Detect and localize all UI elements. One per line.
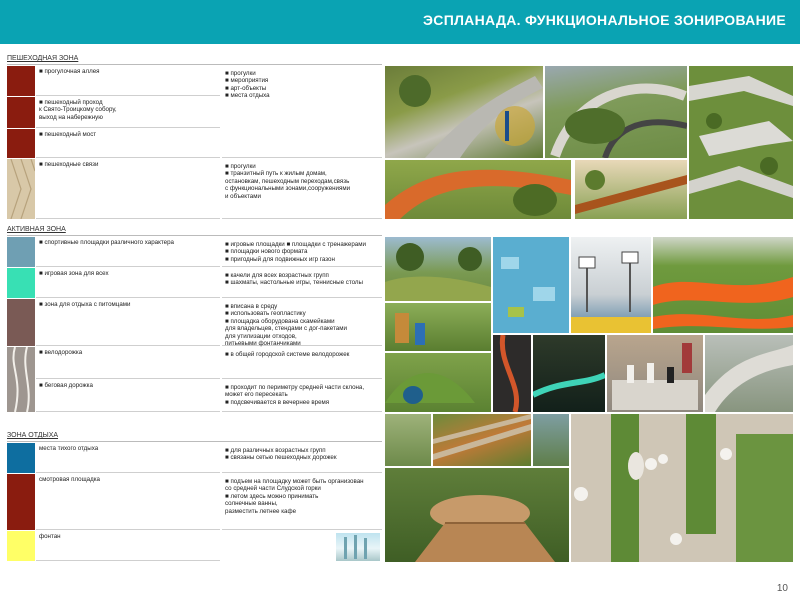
photo-orange-play-hills <box>653 237 793 333</box>
zone-label: ■ пешеходные связи <box>36 159 220 219</box>
divider <box>7 441 382 442</box>
photo-running-track <box>493 335 531 412</box>
track-pattern <box>7 347 35 412</box>
photo-paths-aerial <box>689 66 793 219</box>
section-title-pedestrian: ПЕШЕХОДНАЯ ЗОНА <box>7 55 79 62</box>
photo-promenade <box>385 66 543 158</box>
zone-color-swatch <box>7 347 35 412</box>
tunnel-hill-image <box>385 353 491 412</box>
header-bar <box>0 0 800 44</box>
seating-landscape-image <box>571 414 793 562</box>
zone-label: ■ велодорожка <box>36 347 220 379</box>
photo-quiet-rest-2 <box>533 414 569 466</box>
zone-color-swatch <box>7 97 35 128</box>
park-lawn-image <box>385 237 491 301</box>
photo-viewing-platform <box>385 468 569 562</box>
photo-quiet-rest-1 <box>385 414 431 466</box>
zone-description: ■ прогулки ■ мероприятия ■ арт-объекты ■ места отдыха <box>222 66 382 158</box>
zone-color-swatch <box>7 66 35 96</box>
page-number: 10 <box>776 583 788 594</box>
orange-hills-image <box>653 237 793 333</box>
photo-skate-path <box>705 335 793 412</box>
zone-description: ■ игровые площадки ■ площадки с тренажерами ■ площадки нового формата ■ пригодный для подвижных игр газон <box>222 237 382 267</box>
fountain-image <box>336 533 380 561</box>
hatch-pattern <box>7 159 35 219</box>
promenade-image <box>385 66 543 158</box>
paths-image <box>689 66 793 219</box>
photo-playground-blue <box>493 237 569 333</box>
playground-image <box>493 237 569 333</box>
photo-bridge-aerial <box>545 66 687 158</box>
footbridge-image <box>575 160 687 219</box>
photo-lit-path <box>533 335 605 412</box>
terraces-image <box>433 414 531 466</box>
lit-path-image <box>533 335 605 412</box>
photo-basketball <box>571 237 651 333</box>
bridge-image <box>545 66 687 158</box>
zone-label: смотровая площадка <box>36 474 220 530</box>
zone-color-swatch <box>7 474 35 530</box>
zone-label: фонтан <box>36 531 220 561</box>
photo-giant-chess <box>607 335 703 412</box>
zone-label: ■ спортивные площадки различного характера <box>36 237 220 267</box>
photo-seating-landscape <box>571 414 793 562</box>
skate-path-image <box>705 335 793 412</box>
photo-tunnel-hill <box>385 353 491 412</box>
photo-footbridge <box>575 160 687 219</box>
zone-color-swatch <box>7 237 35 267</box>
divider <box>7 235 382 236</box>
orange-path-image <box>385 160 571 219</box>
fountain-thumbnail <box>336 533 380 561</box>
section-title-active: АКТИВНАЯ ЗОНА <box>7 226 66 233</box>
photo-orange-path <box>385 160 571 219</box>
zone-color-swatch <box>7 299 35 346</box>
zone-description: ■ для различных возрастных групп ■ связаны сетью пешеходных дорожек <box>222 443 382 473</box>
zone-label: ■ пешеходный проход к Свято-Троицкому собору, выход на набережную <box>36 97 220 128</box>
viewing-platform-image <box>385 468 569 562</box>
chess-image <box>607 335 703 412</box>
zone-color-swatch <box>7 159 35 219</box>
zone-color-swatch <box>7 443 35 473</box>
divider <box>7 64 382 65</box>
zone-label: места тихого отдыха <box>36 443 220 473</box>
dog-area-image <box>385 303 491 351</box>
zone-description: ■ вписана в среду ■ использовать геопластику ■ площадка оборудована скамейками для владельцев, стендами с дог-пакетами для утилизации отходов, питьевыми фонтанчиками <box>222 299 382 346</box>
zone-color-swatch <box>7 531 35 561</box>
zone-color-swatch <box>7 129 35 158</box>
zone-label: ■ пешеходный мост <box>36 129 220 158</box>
zone-description: ■ качели для всех возрастных групп ■ шахматы, настольные игры, теннисные столы <box>222 268 382 298</box>
zone-description: ■ проходит по периметру средней части склона, может его пересекать ■ подсвечивается в вечернее время <box>222 380 382 412</box>
zone-description: ■ подъем на площадку может быть организован со средней части Слудской горки ■ летом здесь можно принимать солнечные ванны, разместить летнее кафе <box>222 474 382 530</box>
zone-description: ■ в общей городской системе велодорожек <box>222 347 382 379</box>
zone-color-swatch <box>7 268 35 298</box>
page-title: ЭСПЛАНАДА. ФУНКЦИОНАЛЬНОЕ ЗОНИРОВАНИЕ <box>423 12 786 28</box>
zone-label: ■ зона для отдыха с питомцами <box>36 299 220 346</box>
running-track-image <box>493 335 531 412</box>
photo-terraces <box>433 414 531 466</box>
basketball-image <box>571 237 651 333</box>
zone-description: ■ прогулки ■ транзитный путь к жилым домам, остановкам, пешеходным переходам,связь с функциональными зонами,сооружениями и объектами <box>222 159 382 219</box>
section-title-rest: ЗОНА ОТДЫХА <box>7 432 59 439</box>
zone-label: ■ игровая зона для всех <box>36 268 220 298</box>
zone-label: ■ прогулочная аллея <box>36 66 220 96</box>
photo-park-lawn <box>385 237 491 301</box>
zone-label: ■ беговая дорожка <box>36 380 220 412</box>
photo-dog-area <box>385 303 491 351</box>
